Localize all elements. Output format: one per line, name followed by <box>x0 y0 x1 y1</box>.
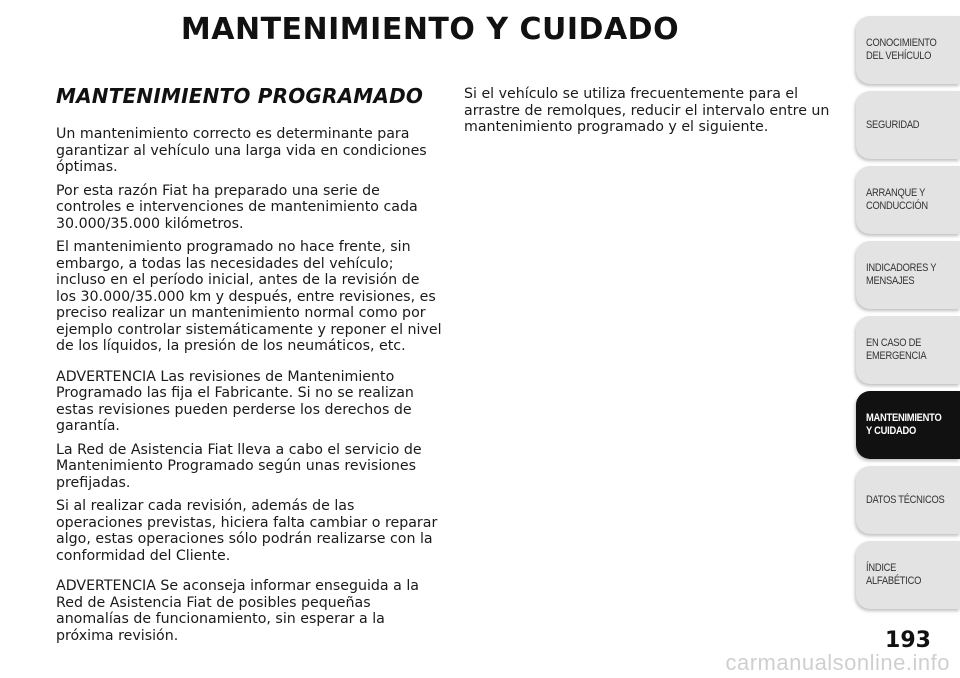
paragraph: La Red de Asistencia Fiat lleva a cabo el servicio de Mantenimiento Programado según unas revisiones prefijadas. <box>56 441 422 491</box>
chapter-tabs <box>856 16 960 616</box>
paragraph: El mantenimiento programado no hace frente, sin embargo, a todas las necesidades del vehículo; incluso en el período inicial, antes de la revisión de los 30.000/35.000 km y después, entre revisiones, es preciso realizar un mantenimiento normal como por ejemplo controlar sistemáticamente y reponer el nivel de los líquidos, la presión de los neumáticos, etc. <box>56 239 442 354</box>
page-title: MANTENIMIENTO Y CUIDADO <box>180 12 680 47</box>
paragraph: Si el vehículo se utiliza frecuentemente para el arrastre de remolques, reducir el intervalo entre un mantenimiento programado y el siguiente. <box>464 86 830 135</box>
tab-mantenimiento-y-cuidado[interactable] <box>856 391 960 459</box>
tab-conocimiento-del-vehiculo[interactable] <box>856 16 960 84</box>
page-number: 193 <box>885 628 931 653</box>
tab-indicadores-y-mensajes[interactable] <box>856 241 960 309</box>
tab-label: CONOCIMIENTO DEL VEHÍCULO <box>866 37 937 62</box>
tab-label: SEGURIDAD <box>866 118 920 131</box>
warning-paragraph: ADVERTENCIA Las revisiones de Mantenimiento Programado las fija el Fabricante. Si no se realizan estas revisiones pueden perderse los derechos de garantía. <box>56 368 414 434</box>
left-column <box>56 84 442 651</box>
tab-label: DATOS TÉCNICOS <box>866 493 945 506</box>
watermark: carmanualsonline.info <box>725 650 950 675</box>
tab-indice-alfabetico[interactable] <box>856 541 960 609</box>
tab-seguridad[interactable] <box>856 91 960 159</box>
paragraph: Por esta razón Fiat ha preparado una serie de controles e intervenciones de mantenimiento cada 30.000/35.000 kilómetros. <box>56 182 418 232</box>
tab-label: ÍNDICE ALFABÉTICO <box>866 562 922 587</box>
tab-label: EN CASO DE EMERGENCIA <box>866 337 927 362</box>
tab-label: INDICADORES Y MENSAJES <box>866 262 937 287</box>
right-column <box>464 86 846 143</box>
paragraph: Si al realizar cada revisión, además de las operaciones previstas, hiciera falta cambiar o reparar algo, estas operaciones sólo podrán realizarse con la conformidad del Cliente. <box>56 498 438 564</box>
section-title: MANTENIMIENTO PROGRAMADO <box>56 84 424 108</box>
tab-en-caso-de-emergencia[interactable] <box>856 316 960 384</box>
warning-paragraph: ADVERTENCIA Se aconseja informar enseguida a la Red de Asistencia Fiat de posibles pequeñas anomalías de funcionamiento, sin esperar a la próxima revisión. <box>56 578 419 644</box>
tab-datos-tecnicos[interactable] <box>856 466 960 534</box>
tab-label: MANTENIMIENTO Y CUIDADO <box>866 412 942 437</box>
tab-arranque-y-conduccion[interactable] <box>856 166 960 234</box>
paragraph: Un mantenimiento correcto es determinante para garantizar al vehículo una larga vida en condiciones óptimas. <box>56 126 427 175</box>
tab-label: ARRANQUE Y CONDUCCIÓN <box>866 187 928 212</box>
